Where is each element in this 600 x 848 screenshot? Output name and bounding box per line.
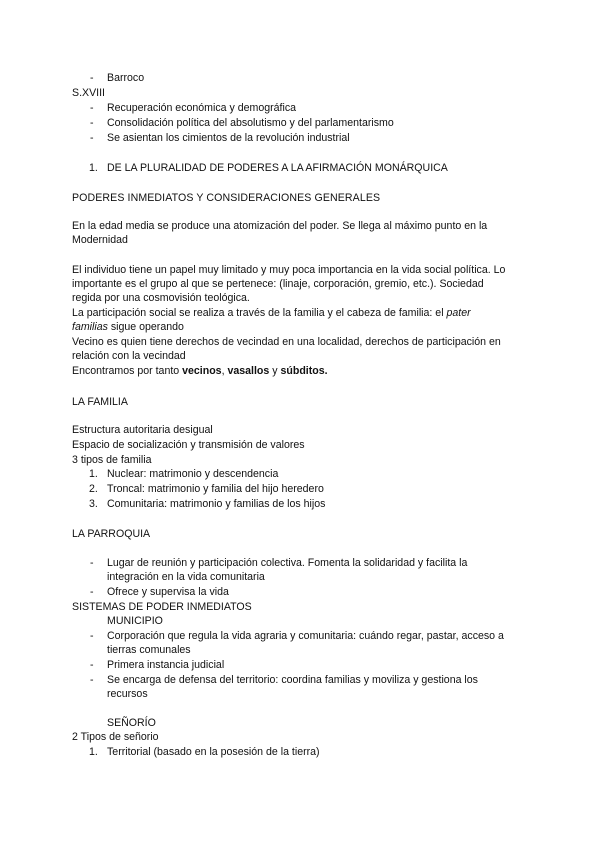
list-item: Territorial (basado en la posesión de la tierra) — [107, 746, 320, 758]
text-run: , — [221, 365, 228, 377]
bullet-dash: - — [90, 132, 94, 144]
paragraph-line: 2 Tipos de señorio — [72, 731, 159, 743]
list-item: Se encarga de defensa del territorio: coordina familias y moviliza y gestiona los — [107, 674, 478, 686]
list-number: 3. — [89, 498, 98, 510]
list-item: Consolidación política del absolutismo y del parlamentarismo — [107, 117, 394, 129]
italic-text: familias — [72, 321, 108, 333]
paragraph-line: 3 tipos de familia — [72, 454, 152, 466]
paragraph-line: regida por una cosmovisión teológica. — [72, 292, 250, 304]
section-title: DE LA PLURALIDAD DE PODERES A LA AFIRMACIÓN MONÁRQUICA — [107, 162, 448, 174]
heading-poderes: PODERES INMEDIATOS Y CONSIDERACIONES GENERALES — [72, 192, 381, 204]
list-item: Ofrece y supervisa la vida — [107, 586, 229, 598]
bullet-dash: - — [90, 557, 94, 569]
paragraph-line: importante es el grupo al que se pertenece: (linaje, corporación, gremio, etc.). Sociedad — [72, 278, 484, 290]
list-number: 1. — [89, 746, 98, 758]
bold-text: súbditos. — [280, 365, 328, 377]
list-item: Troncal: matrimonio y familia del hijo heredero — [107, 483, 324, 495]
section-label: S.XVIII — [72, 87, 105, 99]
list-item-continued: tierras comunales — [107, 644, 191, 656]
paragraph-line — [72, 306, 471, 320]
subheading-senorio: SEÑORÍO — [107, 717, 156, 729]
text-run: Encontramos por tanto — [72, 365, 183, 377]
paragraph-line — [72, 320, 184, 334]
bold-text: vasallos — [227, 365, 270, 377]
paragraph-line: relación con la vecindad — [72, 350, 186, 362]
bullet-dash: - — [90, 674, 94, 686]
italic-text: pater — [446, 307, 471, 319]
paragraph-line: En la edad media se produce una atomización del poder. Se llega al máximo punto en la — [72, 220, 488, 232]
heading-parroquia: LA PARROQUIA — [72, 528, 151, 540]
bullet-dash: - — [90, 72, 94, 84]
list-item: Barroco — [107, 72, 145, 84]
paragraph-line: Espacio de socialización y transmisión de valores — [72, 439, 305, 451]
text-run: La participación social se realiza a través de la familia y el cabeza de familia: el — [72, 307, 447, 319]
bullet-dash: - — [90, 659, 94, 671]
list-item-continued: integración en la vida comunitaria — [107, 571, 265, 583]
list-item: Nuclear: matrimonio y descendencia — [107, 468, 279, 480]
bullet-dash: - — [90, 117, 94, 129]
list-item: Comunitaria: matrimonio y familias de los hijos — [107, 498, 326, 510]
heading-familia: LA FAMILIA — [72, 396, 128, 408]
list-number: 1. — [89, 468, 98, 480]
paragraph-line: Vecino es quien tiene derechos de vecindad en una localidad, derechos de participación en — [72, 336, 501, 348]
list-item-continued: recursos — [107, 688, 148, 700]
bullet-dash: - — [90, 586, 94, 598]
list-item: Se asientan los cimientos de la revolución industrial — [107, 132, 350, 144]
list-item: Corporación que regula la vida agraria y comunitaria: cuándo regar, pastar, acceso a — [107, 630, 504, 642]
subheading-municipio: MUNICIPIO — [107, 615, 163, 627]
paragraph-line — [72, 364, 328, 378]
bold-text: vecinos — [182, 365, 222, 377]
paragraph-line: El individuo tiene un papel muy limitado y muy poca importancia en la vida social política. Lo — [72, 264, 506, 276]
heading-sistemas: SISTEMAS DE PODER INMEDIATOS — [72, 601, 252, 613]
paragraph-line: Modernidad — [72, 234, 128, 246]
paragraph-line: Estructura autoritaria desigual — [72, 424, 213, 436]
text-run: sigue operando — [107, 321, 184, 333]
bullet-dash: - — [90, 630, 94, 642]
list-item: Lugar de reunión y participación colectiva. Fomenta la solidaridad y facilita la — [107, 557, 468, 569]
list-item: Primera instancia judicial — [107, 659, 225, 671]
bullet-dash: - — [90, 102, 94, 114]
list-item: Recuperación económica y demográfica — [107, 102, 297, 114]
section-number: 1. — [89, 162, 98, 174]
text-run: y — [269, 365, 281, 377]
list-number: 2. — [89, 483, 98, 495]
